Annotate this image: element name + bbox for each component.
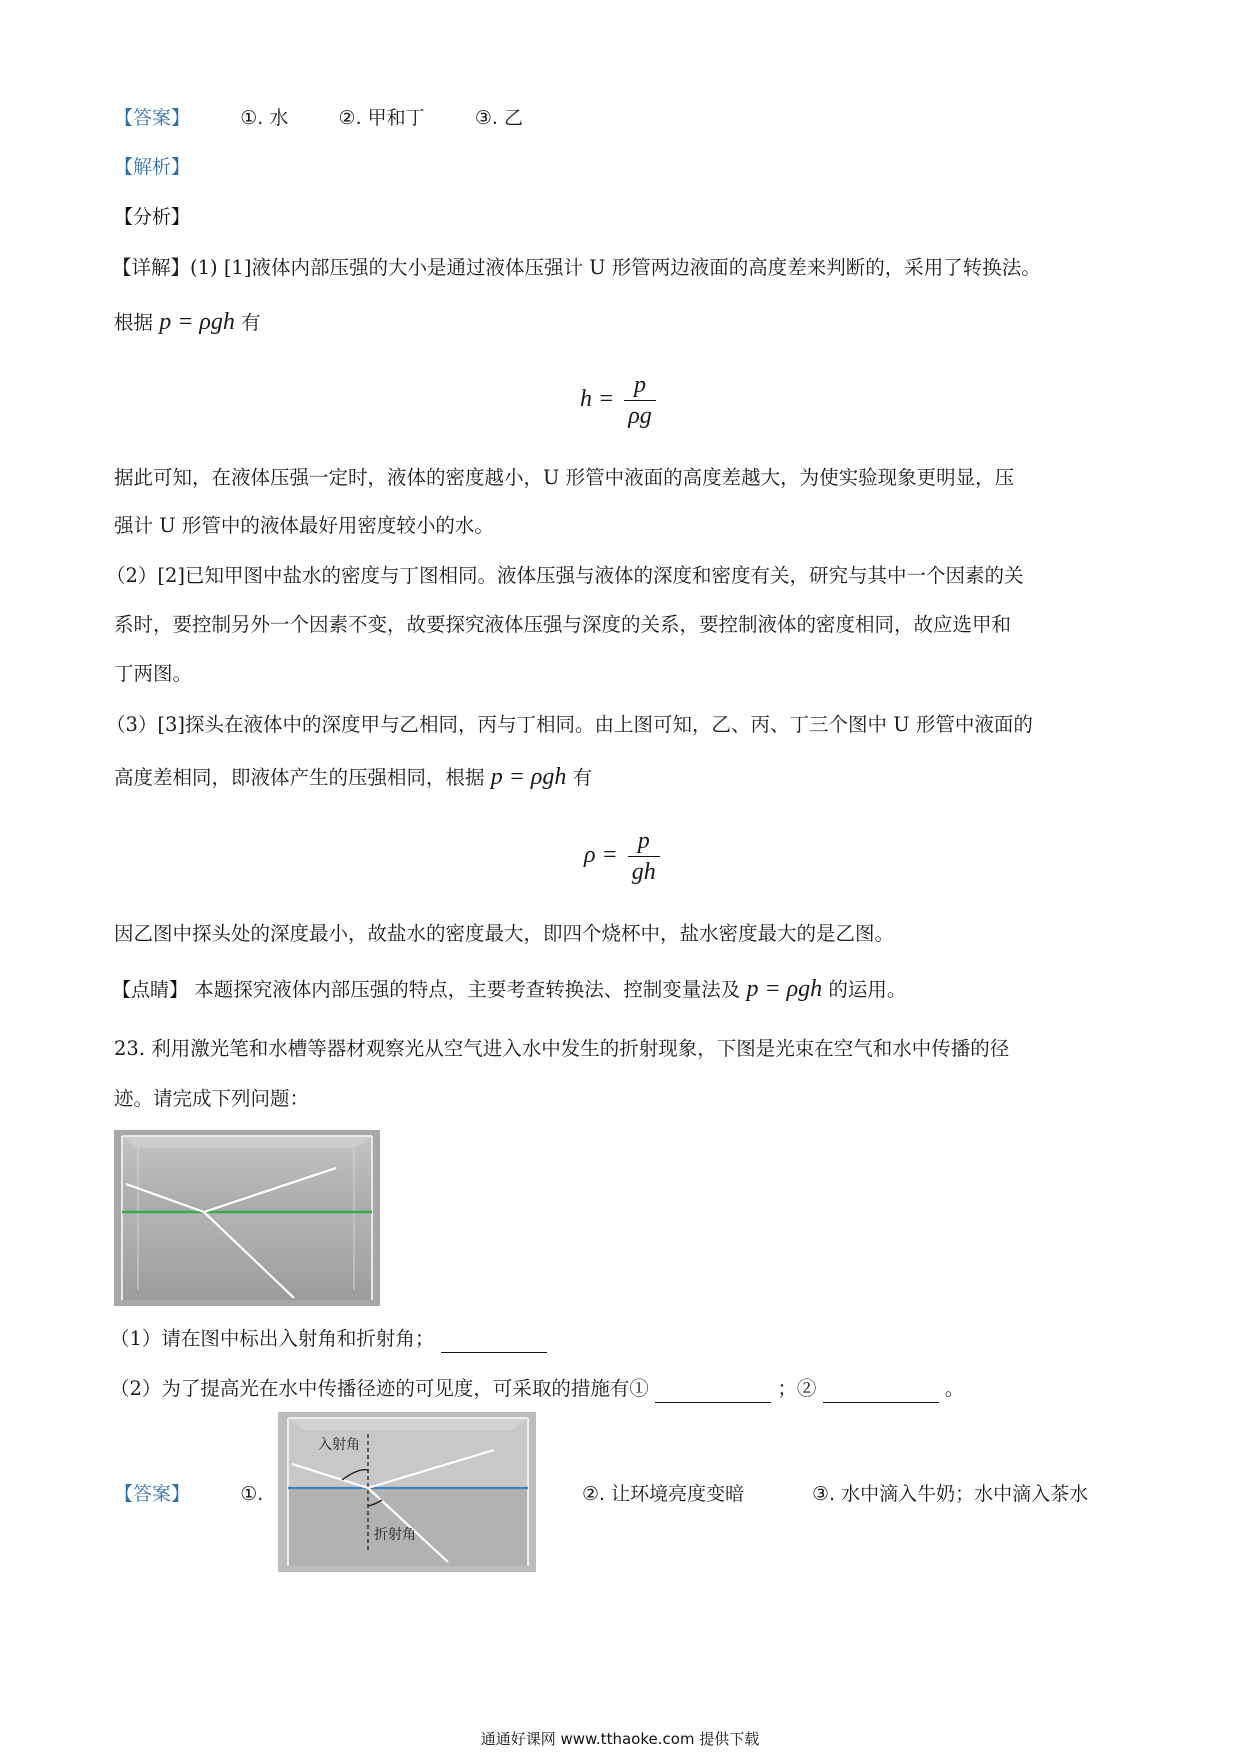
detail-line-7: 丁两图。 bbox=[114, 662, 193, 685]
equation-rho-denominator: gh bbox=[631, 859, 656, 885]
detail-line-1: 【详解】(1) [1]液体内部压强的大小是通过液体压强计 U 形管两边液面的高度差来判断的，采用了转换法。 bbox=[112, 256, 1041, 279]
answer-item-2: ②. 甲和丁 bbox=[338, 107, 425, 129]
formula-p-rho-g-h: p = ρgh bbox=[159, 309, 235, 335]
answer-blank-1[interactable] bbox=[441, 1330, 547, 1353]
equation-rho-lhs: ρ = bbox=[584, 842, 618, 869]
detail-line-3: 据此可知，在液体压强一定时，液体的密度越小，U 形管中液面的高度差越大，为使实验现象更明显，压 bbox=[114, 466, 1015, 489]
question-23-sub-1-text: （1）请在图中标出入射角和折射角； bbox=[110, 1327, 435, 1350]
answer-blank-3[interactable] bbox=[823, 1380, 939, 1403]
equation-h-lhs: h = bbox=[580, 386, 615, 413]
question-23-sub-2-mid: ；② bbox=[777, 1377, 817, 1400]
detail-line-9-post: 有 bbox=[572, 766, 593, 789]
detail-line-6: 系时，要控制另外一个因素不变，故要探究液体压强与深度的关系，要控制液体的密度相同，故应选甲和 bbox=[114, 613, 1012, 636]
question-23-sub-2 bbox=[110, 1375, 964, 1403]
answer-tag: 【答案】 bbox=[114, 107, 191, 129]
question-23-line-2: 迹。请完成下列问题： bbox=[114, 1087, 310, 1110]
equation-rho-numerator: p bbox=[628, 826, 660, 857]
detail-line-9-pre: 高度差相同，即液体产生的压强相同，根据 bbox=[114, 766, 485, 789]
detail-line-8: （3）[3]探头在液体中的深度甲与乙相同，丙与丁相同。由上图可知，乙、丙、丁三个图中 U 形管中液面的 bbox=[106, 713, 1033, 736]
detail-line-2 bbox=[114, 308, 261, 337]
dianjing-post: 的运用。 bbox=[828, 978, 907, 1001]
dianjing-pre: 本题探究液体内部压强的特点，主要考查转换法、控制变量法及 bbox=[194, 978, 741, 1001]
answer-2-item-1: ①. bbox=[240, 1483, 264, 1505]
answer-2-item-3: ③. 水中滴入牛奶；水中滴入茶水 bbox=[812, 1483, 1089, 1505]
equation-h bbox=[580, 370, 656, 431]
answer-blank-2[interactable] bbox=[655, 1380, 771, 1403]
question-23-sub-2-pre: （2）为了提高光在水中传播径迹的可见度，可采取的措施有① bbox=[110, 1377, 649, 1400]
answer-2-item-2: ②. 让环境亮度变暗 bbox=[582, 1483, 745, 1505]
equation-h-numerator: p bbox=[624, 370, 656, 401]
question-23-sub-1 bbox=[110, 1325, 547, 1353]
label-refraction-angle: 折射角 bbox=[374, 1527, 416, 1543]
answer-2-tag-line bbox=[114, 1480, 263, 1508]
detail-line-5: （2）[2]已知甲图中盐水的密度与丁图相同。液体压强与液体的深度和密度有关，研究与其中一个因素的关 bbox=[106, 564, 1024, 587]
equation-h-denominator: ρg bbox=[628, 403, 652, 429]
answer-figure bbox=[278, 1412, 536, 1572]
label-incidence-angle: 入射角 bbox=[318, 1437, 360, 1453]
question-23-line-1: 23. 利用激光笔和水槽等器材观察光从空气进入水中发生的折射现象，下图是光束在空气和水中传播的径 bbox=[114, 1037, 1010, 1060]
water-tank-image bbox=[114, 1130, 380, 1306]
equation-rho-fraction bbox=[628, 826, 660, 887]
answer-line-1 bbox=[114, 104, 523, 132]
equation-rho bbox=[584, 826, 660, 887]
dianjing-tag: 【点睛】 bbox=[112, 979, 189, 1001]
formula-p-rho-g-h-3: p = ρgh bbox=[746, 976, 823, 1002]
question-23-sub-2-post: 。 bbox=[944, 1377, 965, 1400]
answer-tank-image bbox=[278, 1412, 536, 1572]
fenxi-tag: 【分析】 bbox=[114, 206, 191, 228]
answer-item-1: ①. 水 bbox=[240, 107, 289, 129]
detail-line-9 bbox=[114, 763, 592, 792]
answer-2-tag: 【答案】 bbox=[114, 1483, 191, 1505]
detail-line-10: 因乙图中探头处的深度最小，故盐水的密度最大，即四个烧杯中，盐水密度最大的是乙图。 bbox=[114, 922, 895, 945]
detail-line-4: 强计 U 形管中的液体最好用密度较小的水。 bbox=[114, 514, 494, 537]
equation-h-fraction bbox=[624, 370, 656, 431]
detail-line-2-post: 有 bbox=[241, 311, 261, 334]
water-tank-figure bbox=[114, 1130, 380, 1306]
page-footer: 通通好课网 www.tthaoke.com 提供下载 bbox=[480, 1730, 760, 1748]
analysis-tag: 【解析】 bbox=[114, 156, 191, 178]
dianjing-line bbox=[112, 975, 906, 1004]
answer-item-3: ③. 乙 bbox=[474, 107, 523, 129]
detail-line-2-pre: 根据 bbox=[114, 311, 154, 334]
formula-p-rho-g-h-2: p = ρgh bbox=[490, 764, 567, 790]
